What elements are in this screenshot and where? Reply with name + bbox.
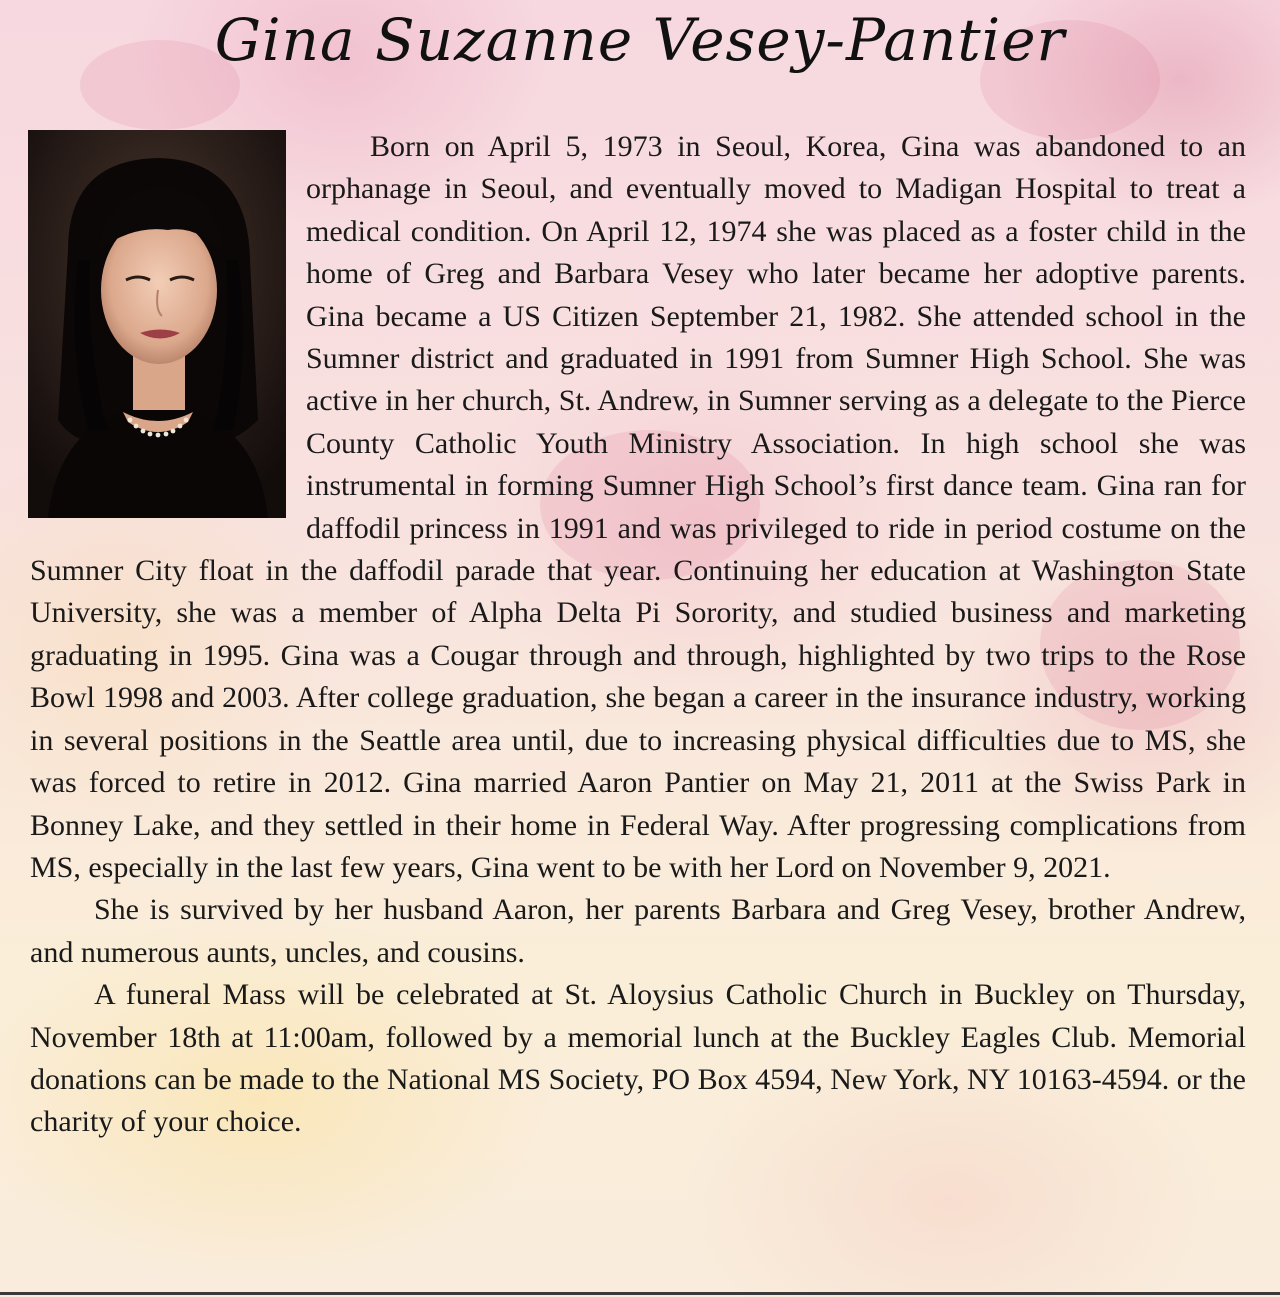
bottom-border (0, 1292, 1280, 1295)
paragraph-services: A funeral Mass will be celebrated at St. Aloysius Catholic Church in Buckley on Thursday, November 18th at 11:00am, followed by a memorial lunch at the Buckley Eagles Club. Memorial donations can be made to the National MS Society, PO Box 4594, New York, NY 10163-4594. or the charity of your choice. (30, 978, 1246, 1139)
obituary-title: Gina Suzanne Vesey-Pantier (214, 6, 1066, 74)
paragraph-biography: Born on April 5, 1973 in Seoul, Korea, Gina was abandoned to an orphanage in Seoul, and eventually moved to Madigan Hospital to treat a medical condition. On April 12, 1974 she was placed as a foster child in the home of Greg and Barbara Vesey who later became her adoptive parents. Gina became a US Citizen September 21, 1982. She attended school in the Sumner district and graduated in 1991 from Sumner High School. She was active in her church, St. Andrew, in Sumner serving as a delegate to the Pierce County Catholic Youth Ministry Association. In high school she was instrumental in forming Sumner High School’s first dance team. Gina ran for daffodil princess in 1991 and was privileged to ride in period costume on the Sumner City float in the daffodil parade that year. Continuing her education at Washington State University, she was a member of Alpha Delta Pi Sorority, and studied business and marketing graduating in 1995. Gina was a Cougar through and through, highlighted by two trips to the Rose Bowl 1998 and 2003. After college graduation, she began a career in the insurance industry, working in several positions in the Seattle area until, due to increasing physical difficulties due to MS, she was forced to retire in 2012. Gina married Aaron Pantier on May 21, 2011 at the Swiss Park in Bonney Lake, and they settled in their home in Federal Way. After progressing complications from MS, especially in the last few years, Gina went to be with her Lord on November 9, 2021. (30, 130, 1246, 884)
obituary-body (30, 126, 1246, 1144)
photo-spacer (30, 126, 306, 536)
paragraph-survivors: She is survived by her husband Aaron, her parents Barbara and Greg Vesey, brother Andrew, and numerous aunts, uncles, and cousins. (30, 893, 1246, 969)
